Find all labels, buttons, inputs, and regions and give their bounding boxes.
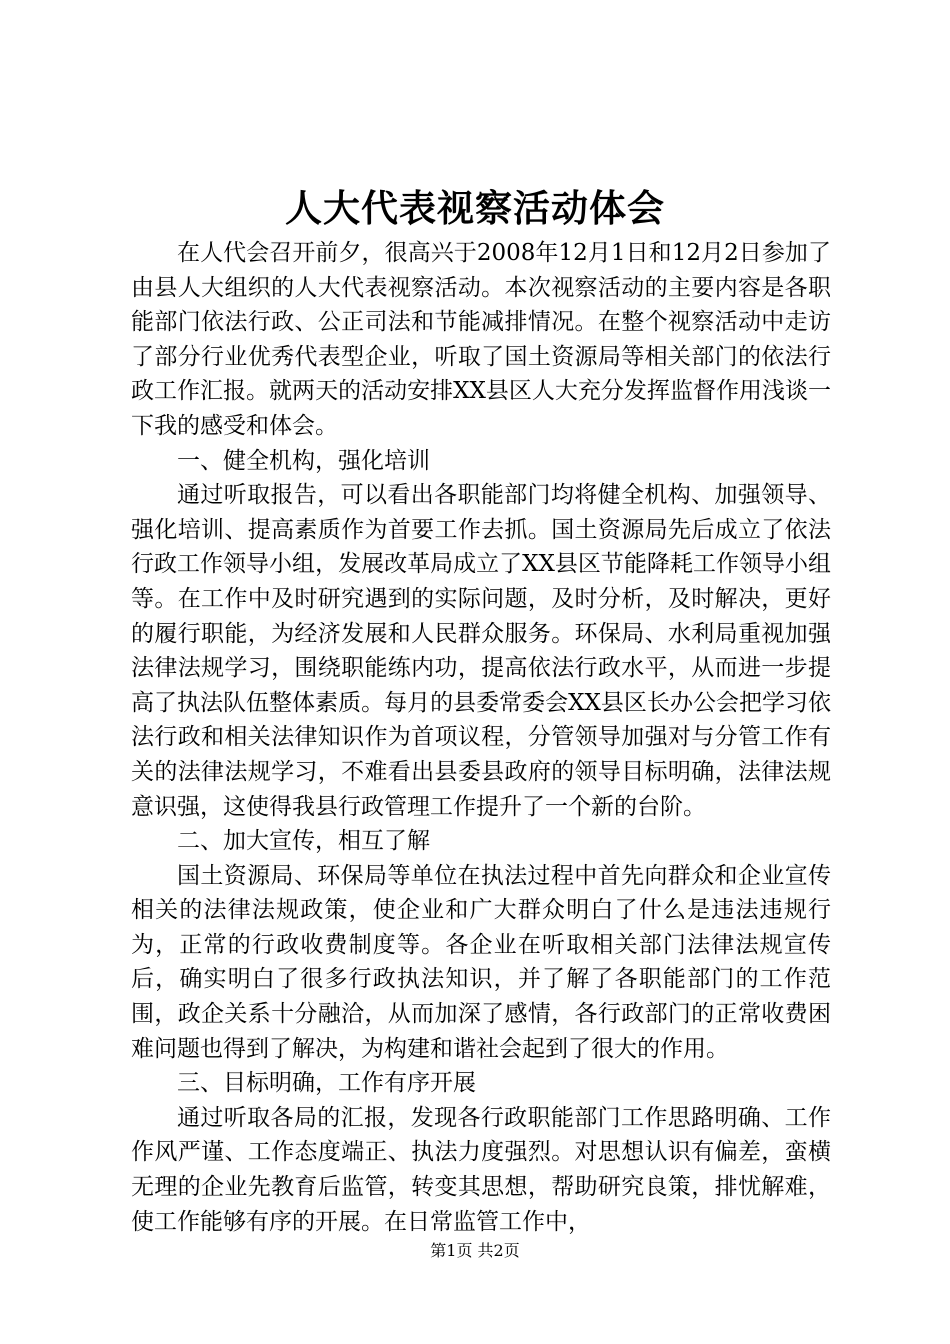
document-body [131,236,831,1239]
section-heading-2: 二、加大宣传，相互了解 [177,828,430,855]
paragraph-section-1: 通过听取报告，可以看出各职能部门均将健全机构、加强领导、强化培训、提高素质作为首要工作去抓。国土资源局先后成立了依法行政工作领导小组，发展改革局成立了XX县区节能降耗工作领导小组等。在工作中及时研究遇到的实际问题，及时分析，及时解决，更好的履行职能，为经济发展和人民群众服务。环保局、水利局重视加强法律法规学习，围绕职能练内功，提高依法行政水平，从而进一步提高了执法队伍整体素质。每月的县委常委会XX县区长办公会把学习依法行政和相关法律知识作为首项议程，分管领导加强对与分管工作有关的法律法规学习，不难看出县委县政府的领导目标明确，法律法规意识强，这使得我县行政管理工作提升了一个新的台阶。 [131,482,831,820]
section-heading-3: 三、目标明确，工作有序开展 [177,1070,476,1097]
paragraph-intro: 在人代会召开前夕，很高兴于2008年12月1日和12月2日参加了由县人大组织的人大代表视察活动。本次视察活动的主要内容是各职能部门依法行政、公正司法和节能减排情况。在整个视察活动中走访了部分行业优秀代表型企业，听取了国土资源局等相关部门的依法行政工作汇报。就两天的活动安排XX县区人大充分发挥监督作用浅谈一下我的感受和体会。 [131,240,831,439]
section-heading-1: 一、健全机构，强化培训 [177,447,430,474]
paragraph-section-2: 国土资源局、环保局等单位在执法过程中首先向群众和企业宣传相关的法律法规政策，使企业和广大群众明白了什么是违法违规行为，正常的行政收费制度等。各企业在听取相关部门法律法规宣传后，确实明白了很多行政执法知识，并了解了各职能部门的工作范围，政企关系十分融洽，从而加深了感情，各行政部门的正常收费困难问题也得到了解决，为构建和谐社会起到了很大的作用。 [131,862,831,1062]
document-title: 人大代表视察活动体会 [285,186,665,230]
paragraph-section-3: 通过听取各局的汇报，发现各行政职能部门工作思路明确、工作作风严谨、工作态度端正、执法力度强烈。对思想认识有偏差，蛮横无理的企业先教育后监管，转变其思想，帮助研究良策，排忧解难，使工作能够有序的开展。在日常监管工作中， [131,1104,831,1235]
page-number-footer: 第1页 共2页 [430,1241,520,1260]
